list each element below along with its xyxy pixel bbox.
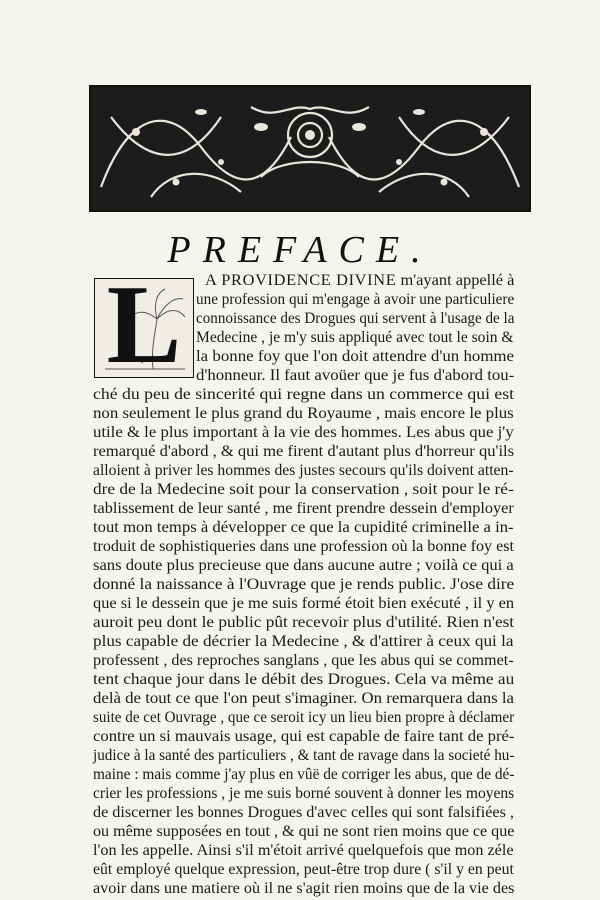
text-line: plus capable de décrier la Medecine , & d'attirer à ceux qui la	[93, 633, 514, 650]
ornamental-headpiece	[89, 85, 531, 212]
text-line: dre de la Medecine soit pour la conservation , soit pour le ré-	[93, 481, 514, 498]
text-line: ou même supposées en tout , & qui ne sont rien moins que ce que	[93, 823, 515, 840]
text-line: alloient à priver les hommes des justes secours qu'ils doivent atten-	[93, 462, 514, 479]
text-line: auroit peu dont le public pût recevoir plus d'utilité. Rien n'est	[93, 614, 515, 631]
text-line: eût employé quelque expression, peut-être trop dure ( s'il y en peut	[93, 861, 514, 878]
text-line: ché du peu de sincerité qui regne dans un commerce qui est	[93, 386, 515, 403]
text-line: delà de tout ce que l'on peut s'imaginer. On remarquera dans la	[93, 690, 514, 707]
text-line: d'honneur. Il faut avoüer que je fus d'abord tou-	[196, 367, 515, 384]
text-line	[205, 271, 514, 290]
text-line: suite de cet Ouvrage , que ce seroit icy un lieu bien propre à déclamer	[93, 709, 515, 726]
text-line: professent , des reproches sanglans , que les abus qui se commet-	[93, 652, 514, 669]
text-line: maine : mais comme j'ay plus en vûë de corriger les abus, que de dé-	[93, 766, 515, 783]
text-line: judice à la santé des particuliers , & tant de ravage dans la societé hu-	[93, 747, 515, 764]
text-line: la bonne foy que l'on doit attendre d'un homme	[196, 348, 515, 365]
drop-cap-letter: L	[106, 278, 182, 378]
foliage-ornament-icon	[91, 87, 529, 210]
text-line: crier les professions , je me suis borné souvent à donner les moyens	[93, 785, 515, 802]
text-line: contre un si mauvais usage, qui est capable de faire tant de pré-	[93, 728, 515, 745]
text-line: utile & le plus important à la vie des hommes. Les abus que j'y	[93, 424, 514, 441]
text-line: tablissement de leur santé , me firent prendre dessein d'employer	[93, 500, 514, 517]
text-line-span: m'ayant appellé à	[396, 272, 515, 289]
drop-cap	[94, 278, 194, 378]
text-line: que si le dessein que je me suis formé étoit bien exécuté , il y en	[93, 595, 515, 612]
text-line: tent chaque jour dans le débit des Drogues. Cela va même au	[93, 671, 515, 688]
page-title: PREFACE.	[167, 229, 433, 271]
text-line: troduit de sophistiqueries dans une profession où la bonne foy est	[93, 538, 514, 555]
text-line: non seulement le plus grand du Royaume , mais encore le plus	[93, 405, 514, 422]
text-line: l'on les appelle. Ainsi s'il m'étoit arrivé quelquefois que mon zéle	[93, 842, 514, 859]
text-line: Medecine , je m'y suis appliqué avec tout le soin &	[196, 329, 514, 346]
text-line: une profession qui m'engage à avoir une particuliere	[196, 291, 515, 308]
text-line: donné la naissance à l'Ouvrage que je rends public. J'ose dire	[93, 576, 515, 593]
text-line: tout mon temps à développer ce que la cupidité criminelle a in-	[93, 519, 514, 536]
opening-words: A PROVIDENCE DIVINE	[205, 272, 397, 289]
text-line: remarqué d'abord , & qui me firent d'autant plus d'horreur qu'ils	[93, 443, 515, 460]
text-line: de discerner les bonnes Drogues d'avec celles qui sont falsifiées ,	[93, 804, 514, 821]
text-line: avoir dans une matiere où il ne s'agit rien moins que de la vie des	[93, 880, 515, 897]
text-line: sans doute plus precieuse que dans aucune autre ; voilà ce qui a	[93, 557, 514, 574]
text-line: connoissance des Drogues qui servent à l'usage de la	[196, 310, 515, 327]
